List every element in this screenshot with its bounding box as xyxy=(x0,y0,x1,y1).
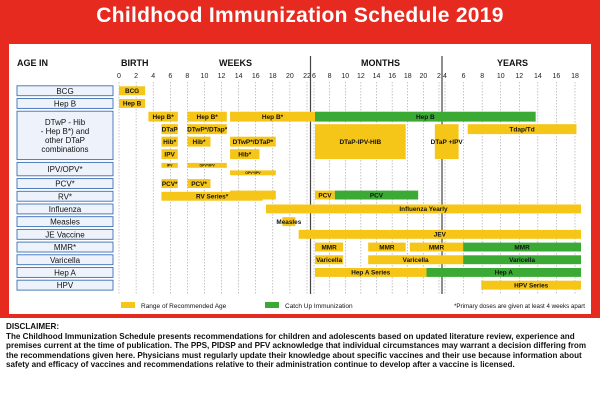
bar-label-4-0: PCV* xyxy=(161,180,178,188)
bar-label-10-1: Varicella xyxy=(402,256,429,264)
tick-label-months-7: 20 xyxy=(419,73,428,80)
age-label-11: Hep A xyxy=(54,268,76,278)
header-weeks: WEEKS xyxy=(219,58,253,68)
header-years: YEARS xyxy=(497,58,529,68)
tick-label-weeks-7: 14 xyxy=(234,73,243,80)
bar-label-11-0: Hep A Series xyxy=(351,269,391,277)
bar-label-2-7: Hib* xyxy=(163,138,177,146)
age-label-7: Measles xyxy=(50,217,80,227)
bar-label-3-0: OPV*/IPV xyxy=(199,163,215,168)
tick-label-weeks-0: 0 xyxy=(117,73,121,80)
disclaimer-body: The Childhood Immunization Schedule presents recommendations for children and adolescents based on updated literature review, experience and premises current at the time of publication. The PPS, PIDSP and PFV acknowledge that individual circumstances may warrant a decision differing from the recommendations given here. Physicians must regularly update their knowledge about specific vaccines and their use because information about safety and efficacy of vaccines and recommendations relative to their administration continue to develop after a vaccine is licensed. xyxy=(6,331,587,370)
tick-label-weeks-10: 20 xyxy=(286,73,294,80)
tick-label-years-3: 10 xyxy=(496,73,505,80)
footnote: *Primary doses are given at least 4 weeks apart xyxy=(453,303,585,310)
age-label-2: other DTaP xyxy=(44,135,86,145)
schedule-panel xyxy=(9,44,591,314)
age-label-3: IPV/OPV* xyxy=(47,165,83,175)
bar-label-1-0: Hep B xyxy=(122,100,142,108)
bar-label-2-13: Tdap/Td xyxy=(509,126,535,134)
bar-label-9-2: MMR xyxy=(428,244,445,252)
bar-label-2-5: DTwP*/DTap* xyxy=(187,126,228,134)
bar-label-2-2: Hep B* xyxy=(261,113,284,121)
bar-label-11-1: Hep A xyxy=(494,269,513,277)
bar-label-3-1: OPV*/IPV xyxy=(245,171,261,176)
age-label-8: JE Vaccine xyxy=(45,230,85,240)
age-label-5: RV* xyxy=(57,192,73,202)
age-label-1: Hep B xyxy=(53,99,77,109)
legend-label-catchup: Catch Up Immunization xyxy=(285,303,353,310)
age-label-2: - Hep B*) and xyxy=(40,126,90,136)
age-label-12: HPV xyxy=(56,281,74,291)
tick-label-weeks-1: 2 xyxy=(134,73,139,80)
legend-swatch-catchup xyxy=(265,302,279,308)
bar-label-4-1: PCV* xyxy=(191,180,207,188)
tick-label-months-4: 14 xyxy=(372,73,381,80)
tick-label-years-1: 6 xyxy=(461,73,466,80)
disclaimer xyxy=(6,322,594,370)
bar-label-9-0: MMR xyxy=(321,244,337,252)
tick-label-years-4: 12 xyxy=(515,73,524,80)
age-label-4: PCV* xyxy=(55,179,75,189)
bar-label-2-4: DTaP xyxy=(161,126,178,134)
header-birth: BIRTH xyxy=(121,58,149,68)
bar-label-2-12: DTaP +IPV xyxy=(430,138,463,146)
tick-label-months-5: 16 xyxy=(388,73,397,80)
age-label-6: Influenza xyxy=(48,204,82,214)
bar-label-2-1: Hep B* xyxy=(196,113,218,121)
bar-label-6-0: Influenza Yearly xyxy=(399,206,448,214)
bar-label-9-1: MMR xyxy=(379,244,395,252)
age-label-2: DTwP - Hib xyxy=(44,117,86,127)
bar-label-8-0: JEV xyxy=(433,231,446,239)
bar-label-9-3: MMR xyxy=(514,244,530,252)
tick-label-weeks-11: 22 xyxy=(303,73,311,80)
tick-label-weeks-4: 8 xyxy=(185,73,190,80)
bar-label-2-3: Hep B xyxy=(415,113,435,121)
legend-label-recommended: Range of Recommended Age xyxy=(141,303,227,310)
bar-label-4-3: PCV xyxy=(318,192,332,200)
tick-label-years-6: 16 xyxy=(552,73,561,80)
tick-label-weeks-3: 6 xyxy=(168,73,173,80)
tick-label-weeks-8: 16 xyxy=(251,73,260,80)
header-months: MONTHS xyxy=(361,58,400,68)
bar-label-10-0: Varicella xyxy=(316,256,343,264)
schedule-chart xyxy=(9,44,591,314)
tick-label-weeks-6: 12 xyxy=(217,73,226,80)
bar-label-2-11: DTaP-IPV-HIB xyxy=(339,138,382,146)
bar-label-2-6: DTwP*/DTaP* xyxy=(232,138,274,146)
bar-label-5-0: RV Series* xyxy=(195,193,229,201)
disclaimer-title: DISCLAIMER: xyxy=(6,322,60,331)
bar-label-2-10: IPV xyxy=(164,151,175,159)
age-label-0: BCG xyxy=(56,86,74,96)
tick-label-months-3: 12 xyxy=(356,73,365,80)
bar-label-4-4: PCV xyxy=(369,192,384,200)
bar-label-10-2: Varicella xyxy=(509,256,536,264)
bar-label-2-9: Hib* xyxy=(238,151,252,159)
tick-label-months-8: 2 xyxy=(437,73,441,80)
age-label-9: MMR* xyxy=(53,243,77,253)
tick-label-years-2: 8 xyxy=(480,73,485,80)
tick-label-months-2: 10 xyxy=(341,73,350,80)
bar-label-3-2: IPV xyxy=(166,163,173,168)
tick-label-months-1: 8 xyxy=(327,73,332,80)
age-label-2: combinations xyxy=(41,144,89,154)
bar-label-2-0: Hep B* xyxy=(152,113,174,121)
tick-label-months-0: 6 xyxy=(312,73,316,80)
tick-label-weeks-2: 4 xyxy=(151,73,156,80)
bar-label-12-0: HPV Series xyxy=(514,282,549,290)
age-label-10: Varicella xyxy=(49,255,81,265)
legend-swatch-recommended xyxy=(121,302,135,308)
bar-label-0-0: BCG xyxy=(124,87,140,95)
tick-label-years-7: 18 xyxy=(571,73,579,80)
bar-label-7-0: Measles xyxy=(276,218,302,226)
tick-label-months-6: 18 xyxy=(403,73,412,80)
header-age-in: AGE IN xyxy=(17,58,49,68)
tick-label-years-5: 14 xyxy=(533,73,542,80)
tick-label-weeks-9: 18 xyxy=(268,73,277,80)
tick-label-years-0: 4 xyxy=(443,73,447,80)
bar-label-2-8: Hib* xyxy=(192,138,206,146)
tick-label-weeks-5: 10 xyxy=(200,73,209,80)
chart-title: Childhood Immunization Schedule 2019 xyxy=(96,4,504,27)
